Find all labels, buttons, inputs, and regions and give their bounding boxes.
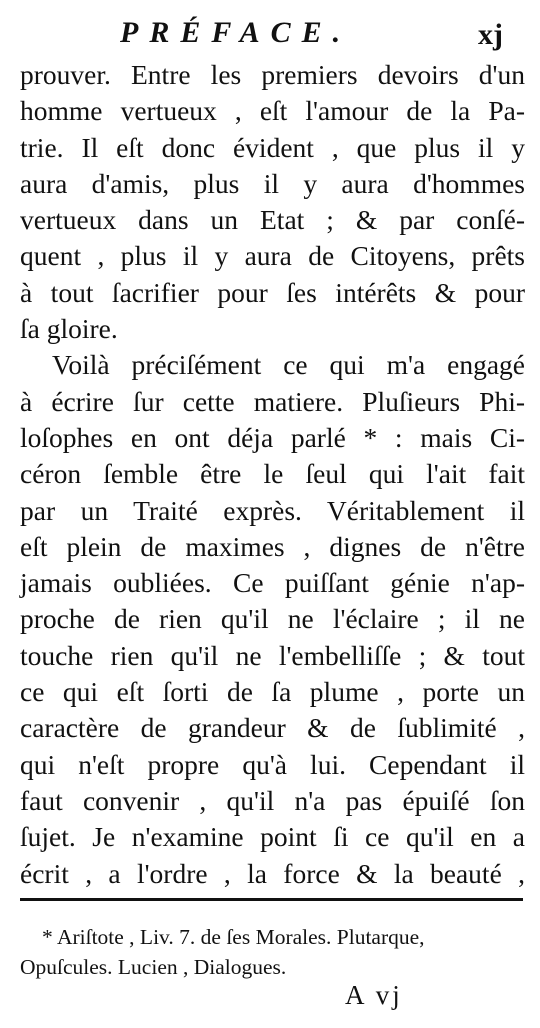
text-line: vertueux dans un Etat ; & par conſé- (20, 204, 525, 236)
text-line: trie. Il eſt donc évident , que plus il y (20, 131, 525, 163)
text-line: prouver. Entre les premiers devoirs d'un (20, 59, 525, 90)
text-line: touche rien qu'il ne l'embelliſſe ; & tout (20, 639, 525, 671)
page-header (0, 10, 540, 56)
text-line: faut convenir , qu'il n'a pas épuiſé ſon (20, 784, 525, 816)
running-head: PRÉFACE. (120, 16, 352, 49)
text-line: proche de rien qu'il ne l'éclaire ; il ne (20, 603, 525, 635)
text-line: qui n'eſt propre qu'à lui. Cependant il (20, 748, 525, 780)
footnote-rule (20, 898, 523, 901)
body-text (20, 57, 525, 892)
text-line: écrit , a l'ordre , la force & la beauté , (20, 857, 525, 889)
text-line: caractère de grandeur & de ſublimité , (20, 712, 525, 744)
text-line: céron ſemble être le ſeul qui l'ait fait (20, 458, 525, 490)
text-line: aura d'amis, plus il y aura d'hommes (20, 167, 525, 199)
text-line: à écrire ſur cette matiere. Pluſieurs Phi- (20, 385, 525, 417)
text-line: eſt plein de maximes , dignes de n'être (20, 530, 525, 562)
text-line: loſophes en ont déja parlé * : mais Ci- (20, 421, 525, 453)
text-line: quent , plus il y aura de Citoyens, prêts (20, 240, 525, 272)
signature-mark: A vj (345, 980, 403, 1010)
paragraph-start-line: Voilà préciſément ce qui m'a engagé (52, 349, 525, 381)
footnote-line: * Ariſtote , Liv. 7. de ſes Morales. Plutarque, (42, 925, 425, 949)
text-line: ce qui eſt ſorti de ſa plume , porte un (20, 676, 525, 708)
text-line: par un Traité exprès. Véritablement il (20, 494, 525, 526)
footnote-line: Opuſcules. Lucien , Dialogues. (20, 955, 287, 979)
page-number: xj (478, 18, 503, 51)
text-line: jamais oubliées. Ce puiſſant génie n'ap- (20, 567, 525, 599)
footnote (20, 922, 523, 982)
paragraph-end-line: ſa gloire. (20, 313, 118, 345)
text-line: ſujet. Je n'examine point ſi ce qu'il en a (20, 821, 525, 853)
text-line: à tout ſacrifier pour ſes intérêts & pour (20, 276, 525, 308)
text-line: homme vertueux , eſt l'amour de la Pa- (20, 95, 525, 127)
